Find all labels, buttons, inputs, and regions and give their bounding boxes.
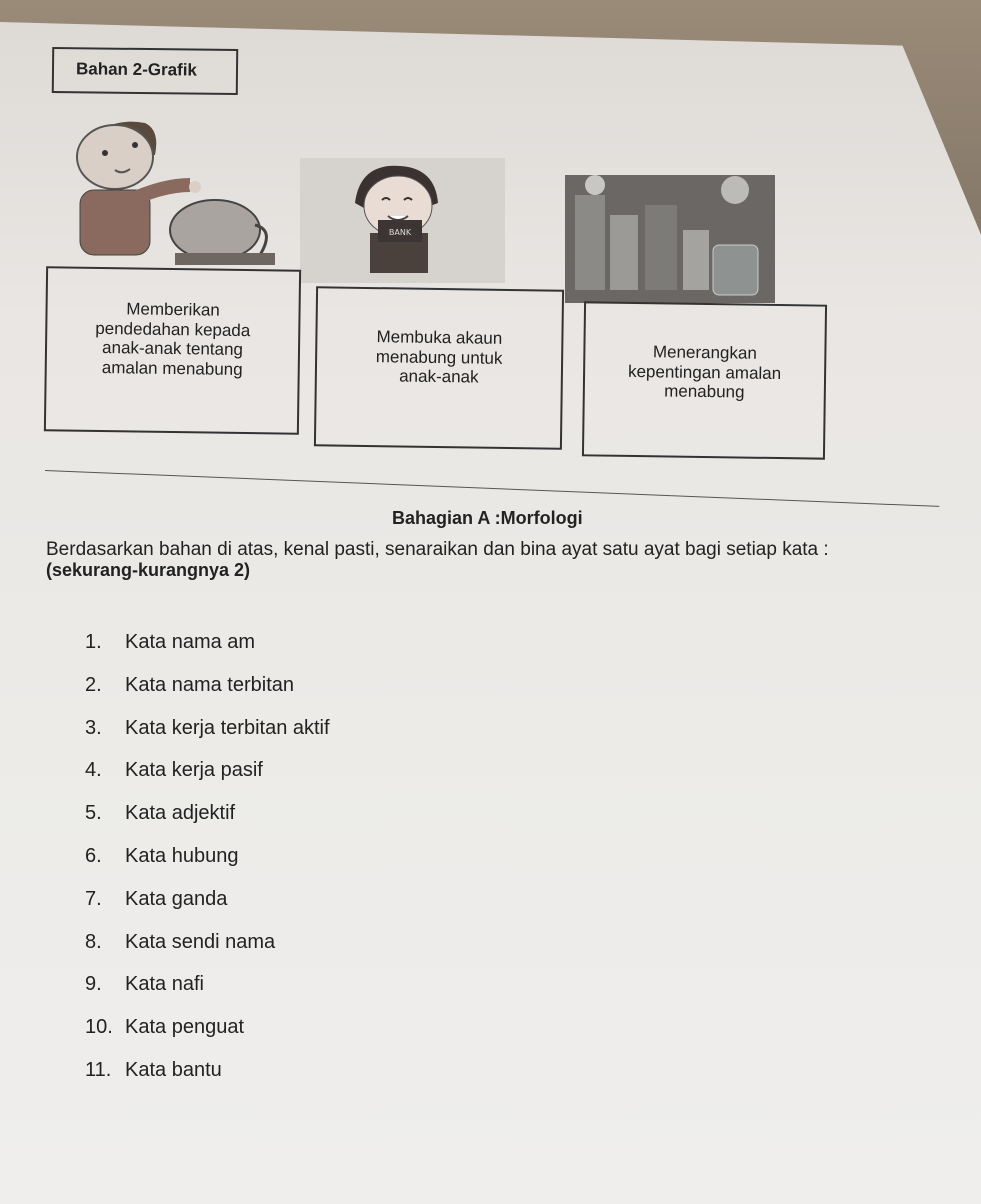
list-item (85, 714, 330, 757)
card-line: anak-anak tentang (101, 338, 244, 360)
card-line: menabung untuk (375, 346, 503, 368)
item-label: Kata penguat (125, 1016, 244, 1039)
item-number: 9. (85, 973, 102, 996)
item-label: Kata adjektif (125, 802, 236, 825)
bank-sign-text: BANK (388, 228, 412, 237)
item-label: Kata nama terbitan (125, 673, 294, 696)
section-title: Bahagian A :Morfologi (392, 508, 583, 528)
instruction-note: (sekurang-kurangnya 2) (46, 559, 251, 580)
item-label: Kata kerja pasif (125, 759, 263, 782)
card-line: menabung (664, 381, 745, 402)
list-item (85, 885, 330, 928)
item-number: 7. (85, 887, 102, 910)
list-item (85, 799, 330, 842)
info-card-3 (582, 301, 827, 459)
item-label: Kata hubung (125, 844, 239, 867)
card-line: Membuka akaun (376, 327, 503, 348)
item-number: 2. (85, 673, 102, 696)
card-line: Menerangkan (652, 342, 758, 363)
card-line: amalan menabung (101, 357, 243, 379)
item-number: 4. (85, 759, 102, 782)
material-tag: Bahan 2-Grafik (52, 47, 238, 95)
item-label: Kata nafi (125, 973, 204, 996)
item-number: 3. (85, 716, 102, 739)
list-item (85, 756, 330, 799)
item-number: 8. (85, 930, 102, 953)
item-label: Kata kerja terbitan aktif (125, 716, 330, 739)
money-jars-image (565, 175, 775, 303)
item-number: 10. (85, 1016, 113, 1039)
instruction-line: Berdasarkan bahan di atas, kenal pasti, senaraikan dan bina ayat satu ayat bagi setiap kata : (46, 539, 829, 560)
card-line: Memberikan (126, 299, 220, 320)
item-number: 6. (85, 844, 102, 867)
list-item (85, 842, 330, 885)
info-card-1 (44, 266, 301, 435)
item-label: Kata nama am (125, 631, 256, 653)
list-item (85, 1013, 330, 1056)
boy-piggy-bank-image (60, 115, 285, 275)
item-number: 5. (85, 802, 102, 825)
card-line: anak-anak (399, 366, 479, 387)
list-item (85, 628, 330, 671)
item-number: 11. (85, 1058, 112, 1081)
list-item (85, 1056, 330, 1099)
instruction-text (46, 540, 966, 581)
item-label: Kata bantu (125, 1058, 222, 1081)
card-line: kepentingan amalan (627, 361, 782, 383)
item-number: 1. (85, 631, 102, 653)
list-item (85, 970, 330, 1013)
info-card-2 (314, 286, 564, 449)
card-line: pendedahan kepada (95, 318, 251, 340)
word-class-list (85, 628, 330, 1099)
item-label: Kata sendi nama (125, 930, 276, 953)
list-item (85, 671, 330, 714)
list-item (85, 928, 330, 971)
item-label: Kata ganda (125, 887, 228, 910)
girl-bank-book-image (300, 158, 505, 283)
